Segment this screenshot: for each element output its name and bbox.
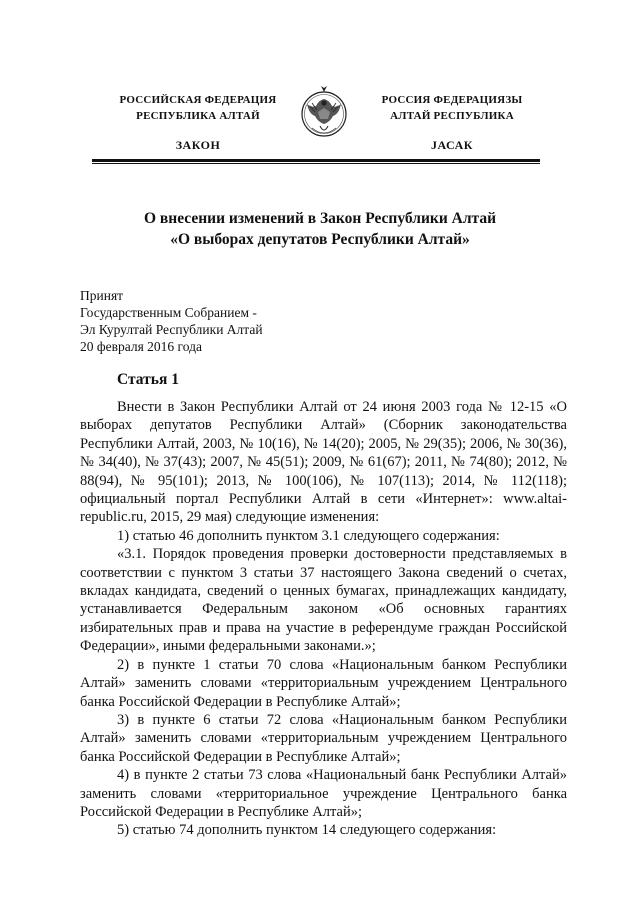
header-left-law: ЗАКОН: [175, 138, 221, 152]
article-paragraph: 4) в пункте 2 статьи 73 слова «Национальный банк Республики Алтай» заменить словами «территориальное учреждение Центрального банка Российской Федерации в Республике Алтай»;: [80, 767, 567, 820]
header-right-republic: АЛТАЙ РЕСПУБЛИКА: [390, 110, 514, 122]
article-paragraph: «3.1. Порядок проведения проверки достоверности представляемых в соответствии с пунктом 3 статьи 37 настоящего Закона сведений о счетах, вкладах кандидата, сведений о ценных бумагах, принадлежащих кандидату, устанавливается Федеральным законом «Об основных гарантиях избирательных прав и права на участие в референдуме граждан Российской Федерации», иными федеральными законами.»;: [80, 546, 567, 655]
document-title: [80, 208, 560, 250]
adoption-line-3: Эл Курултай Республики Алтай: [80, 322, 263, 337]
article-paragraph: Внести в Закон Республики Алтай от 24 июня 2003 года № 12-15 «О выборах депутатов Республики Алтай» (Сборник законодательства Республики Алтай, 2003, № 10(16), № 14(20); 2005, № 29(35); 2006, № 30(36), № 34(40), № 37(43); 2007, № 45(51); 2009, № 61(67); 2011, № 74(80); 2012, № 88(94), № 95(101); 2013, № 100(106), № 107(113); 2014, № 112(118); официальный портал Республики Алтай в сети «Интернет»: www.altai-republic.ru, 2015, 29 мая) следующие изменения:: [80, 399, 567, 526]
article-paragraph: 5) статью 74 дополнить пунктом 14 следующего содержания:: [117, 822, 497, 839]
adoption-date: 20 февраля 2016 года: [80, 339, 202, 354]
article-paragraph: 3) в пункте 6 статьи 72 слова «Национальным банком Республики Алтай» заменить словами «территориальным учреждением Центрального банка Российской Федерации в Республике Алтай»;: [80, 711, 567, 765]
altai-coat-of-arms-icon: [298, 82, 350, 144]
article-paragraph: 1) статью 46 дополнить пунктом 3.1 следующего содержания:: [117, 527, 500, 544]
header-right-law: JАСАК: [430, 138, 473, 152]
title-line-2: «О выборах депутатов Республики Алтай»: [170, 231, 470, 248]
header-right-country: РОССИЯ ФЕДЕРАЦИЯЗЫ: [381, 94, 523, 106]
adoption-block: [80, 287, 263, 355]
header-left-republic: РЕСПУБЛИКА АЛТАЙ: [136, 110, 260, 122]
header-right: [352, 92, 552, 153]
header-left-country: РОССИЙСКАЯ ФЕДЕРАЦИЯ: [119, 94, 277, 106]
article-body: [80, 398, 567, 840]
header-divider-thin: [92, 163, 540, 164]
article-heading: Статья 1: [117, 371, 179, 388]
title-line-1: О внесении изменений в Закон Республики Алтай: [143, 210, 497, 227]
adoption-line-2: Государственным Собранием -: [80, 305, 257, 320]
header-left: [98, 92, 298, 153]
adoption-line-1: Принят: [80, 288, 124, 303]
header-divider-thick: [92, 159, 540, 162]
article-paragraph: 2) в пункте 1 статьи 70 слова «Национальным банком Республики Алтай» заменить словами «территориальным учреждением Центрального банка Российской Федерации в Республике Алтай»;: [80, 656, 567, 710]
